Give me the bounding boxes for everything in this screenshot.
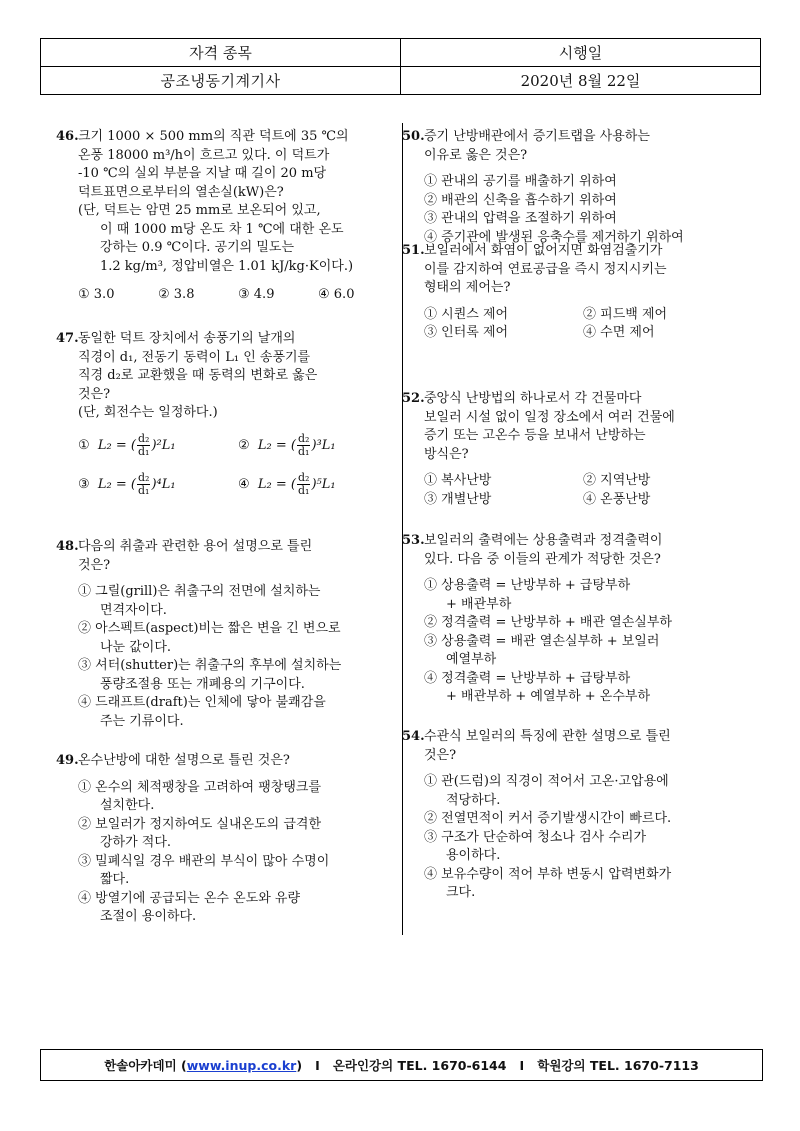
- fraction: $\frac{\text{d₂}}{\text{d₁}}$: [298, 431, 310, 458]
- question-49: [56, 752, 398, 927]
- footer-brand: 한솔아카데미: [104, 1058, 177, 1073]
- fraction: $\frac{\text{d₂}}{\text{d₁}}$: [298, 470, 310, 497]
- answer-option[interactable]: ② 보일러가 정지하여도 실내온도의 급격한 강하가 적다.: [78, 816, 322, 850]
- footer-separator: I: [519, 1057, 525, 1073]
- answer-option[interactable]: ④ 보유수량이 적어 부하 변동시 압력변화가 크다.: [424, 866, 672, 900]
- answer-option[interactable]: ④ 6.0: [318, 287, 355, 302]
- question-number: 49.: [56, 753, 79, 768]
- answer-options: [424, 472, 742, 509]
- answer-option[interactable]: ② 지역난방: [583, 473, 651, 488]
- answer-option[interactable]: ① 상용출력 = 난방부하 + 급탕부하 + 배관부하: [424, 578, 631, 612]
- answer-option[interactable]: ④ 증기관에 발생된 응축수를 제거하기 위하여: [424, 229, 684, 245]
- question-text: 다음의 취출과 관련한 용어 설명으로 틀린: [78, 539, 313, 554]
- answer-option[interactable]: ③ 구조가 단순하여 청소나 검사 수리가 용이하다.: [424, 829, 647, 863]
- exam-header-table: [40, 38, 761, 95]
- question-text: 방식은?: [424, 446, 469, 462]
- answer-option[interactable]: ③ 개별난방: [424, 491, 492, 507]
- date-value: 2020년 8월 22일: [401, 67, 761, 95]
- question-text: 동일한 덕트 장치에서 송풍기의 날개의: [78, 331, 296, 346]
- question-text: 것은?: [78, 386, 111, 402]
- answer-option[interactable]: ③ 셔터(shutter)는 취출구의 후부에 설치하는 풍량조절용 또는 개폐용의 기구이다.: [78, 658, 342, 692]
- question-51: [402, 242, 742, 343]
- question-text: 보일러에서 화염이 없어지면 화염검출기가: [424, 243, 663, 258]
- footer-online-phone: 온라인강의 TEL. 1670-6144: [332, 1058, 507, 1073]
- answer-option[interactable]: ② 아스펙트(aspect)비는 짧은 변을 긴 변으로 나눈 값이다.: [78, 621, 341, 655]
- question-text: 직경 d₂로 교환했을 때 동력의 변화로 옳은: [78, 368, 318, 383]
- question-note: 강하는 0.9 ℃이다. 공기의 밀도는: [100, 240, 295, 255]
- question-text: 직경이 d₁, 전동기 동력이 L₁ 인 송풍기를: [78, 349, 311, 365]
- question-text: -10 ℃의 실외 부분을 지날 때 길이 20 m당: [78, 166, 327, 181]
- footer-website-link[interactable]: www.inup.co.kr: [186, 1057, 297, 1073]
- answer-option[interactable]: ② 3.8: [158, 287, 195, 302]
- question-text: 보일러의 출력에는 상용출력과 정격출력이: [424, 533, 663, 548]
- answer-option[interactable]: ④ L₂ = ( $\frac{\text{d₂}}{\text{d₁}}$ )⁵L₁: [238, 470, 336, 497]
- question-text: 보일러 시설 없이 일정 장소에서 여러 건물에: [424, 409, 675, 425]
- answer-option[interactable]: ④ 드래프트(draft)는 인체에 닿아 불쾌감을 주는 기류이다.: [78, 695, 326, 729]
- question-text: 수관식 보일러의 특징에 관한 설명으로 틀린: [424, 729, 671, 744]
- answer-option[interactable]: ① 관내의 공기를 배출하기 위하여: [424, 174, 617, 189]
- answer-option[interactable]: ④ 방열기에 공급되는 온수 온도와 유량 조절이 용이하다.: [78, 890, 301, 924]
- question-number: 50.: [402, 129, 425, 144]
- question-47: [56, 330, 398, 497]
- fraction: $\frac{\text{d₂}}{\text{d₁}}$: [138, 470, 150, 497]
- question-54: [402, 728, 742, 903]
- answer-option[interactable]: ② 피드백 제어: [583, 306, 668, 322]
- question-text: 것은?: [424, 747, 457, 763]
- footer-bar: 한솔아카데미 ( www.inup.co.kr ) I 온라인강의 TEL. 1670-6144 I 학원강의 TEL. 1670-7113: [40, 1049, 763, 1081]
- answer-option[interactable]: ② 정격출력 = 난방부하 + 배관 열손실부하: [424, 615, 672, 630]
- question-note: (단, 덕트는 암면 25 mm로 보온되어 있고,: [78, 203, 321, 218]
- question-number: 53.: [402, 533, 425, 548]
- date-label: 시행일: [401, 39, 761, 67]
- question-number: 47.: [56, 331, 79, 346]
- answer-options: [78, 286, 398, 305]
- question-text: 있다. 다음 중 이들의 관계가 적당한 것은?: [424, 551, 661, 567]
- question-text: 덕트표면으로부터의 열손실(kW)은?: [78, 184, 284, 200]
- question-note: 1.2 kg/m³, 정압비열은 1.01 kJ/kg·K이다.): [100, 258, 354, 274]
- question-50: [402, 128, 742, 247]
- answer-option[interactable]: ② 전열면적이 커서 증기발생시간이 빠르다.: [424, 811, 672, 826]
- answer-option[interactable]: ③ 관내의 압력을 조절하기 위하여: [424, 211, 617, 226]
- answer-option[interactable]: ③ 4.9: [238, 287, 275, 302]
- answer-options: [424, 306, 742, 343]
- answer-option[interactable]: ② 배관의 신축을 흡수하기 위하여: [424, 192, 617, 208]
- subject-label: 자격 종목: [41, 39, 401, 67]
- answer-option[interactable]: ④ 온풍난방: [583, 491, 651, 507]
- footer-offline-phone: 학원강의 TEL. 1670-7113: [537, 1058, 699, 1073]
- formula-options: [78, 433, 398, 497]
- question-text: 온수난방에 대한 설명으로 틀린 것은?: [78, 753, 290, 768]
- question-53: [402, 532, 742, 707]
- answer-option[interactable]: ① 온수의 체적팽창을 고려하여 팽창탱크를 설치한다.: [78, 779, 322, 813]
- answer-option[interactable]: ② L₂ = ( $\frac{\text{d₂}}{\text{d₁}}$ )³L₁: [238, 431, 336, 458]
- question-text: 크기 1000 × 500 mm의 직관 덕트에 35 ℃의: [78, 129, 349, 144]
- answer-option[interactable]: ① 복사난방: [424, 473, 492, 488]
- answer-option[interactable]: ③ 밀폐식일 경우 배관의 부식이 많아 수명이 짧다.: [78, 853, 330, 887]
- question-text: 증기 또는 고온수 등을 보내서 난방하는: [424, 428, 646, 443]
- question-number: 52.: [402, 391, 425, 406]
- answer-option[interactable]: ③ L₂ = ( $\frac{\text{d₂}}{\text{d₁}}$ )⁴L₁: [78, 470, 176, 497]
- fraction: $\frac{\text{d₂}}{\text{d₁}}$: [138, 431, 150, 458]
- answer-option[interactable]: ① L₂ = ( $\frac{\text{d₂}}{\text{d₁}}$ )²L₁: [78, 431, 176, 458]
- answer-option[interactable]: ① 3.0: [78, 287, 115, 302]
- question-text: 것은?: [78, 557, 111, 573]
- answer-option[interactable]: ① 그릴(grill)은 취출구의 전면에 설치하는 면격자이다.: [78, 584, 321, 618]
- answer-option[interactable]: ④ 정격출력 = 난방부하 + 급탕부하 + 배관부하 + 예열부하 + 온수부하: [424, 670, 651, 704]
- answer-options: [78, 583, 398, 731]
- answer-options: [424, 173, 742, 247]
- answer-options: [78, 779, 398, 927]
- question-52: [402, 390, 742, 509]
- question-46: [56, 128, 398, 305]
- question-48: [56, 538, 398, 731]
- question-number: 51.: [402, 243, 425, 258]
- answer-option[interactable]: ① 시퀀스 제어: [424, 306, 509, 322]
- footer-separator: I: [315, 1057, 320, 1073]
- subject-value: 공조냉동기계기사: [41, 67, 401, 95]
- question-note: (단, 회전수는 일정하다.): [78, 405, 218, 420]
- question-text: 이유로 옳은 것은?: [424, 147, 528, 163]
- answer-option[interactable]: ③ 인터록 제어: [424, 325, 509, 340]
- question-text: 증기 난방배관에서 증기트랩을 사용하는: [424, 129, 650, 144]
- answer-option[interactable]: ③ 상용출력 = 배관 열손실부하 + 보일러 예열부하: [424, 633, 660, 667]
- question-text: 이를 감지하여 연료공급을 즉시 정지시키는: [424, 261, 667, 277]
- answer-option[interactable]: ① 관(드럼)의 직경이 적어서 고온·고압용에 적당하다.: [424, 774, 669, 808]
- question-text: 온풍 18000 m³/h이 흐르고 있다. 이 덕트가: [78, 147, 330, 163]
- question-number: 48.: [56, 539, 79, 554]
- question-number: 46.: [56, 129, 79, 144]
- question-number: 54.: [402, 729, 425, 744]
- answer-options: [424, 773, 742, 903]
- question-text: 중앙식 난방법의 하나로서 각 건물마다: [424, 391, 642, 406]
- answer-options: [424, 577, 742, 707]
- answer-option[interactable]: ④ 수면 제어: [583, 325, 655, 340]
- question-text: 형태의 제어는?: [424, 280, 511, 295]
- question-note: 이 때 1000 m당 온도 차 1 ℃에 대한 온도: [100, 221, 344, 237]
